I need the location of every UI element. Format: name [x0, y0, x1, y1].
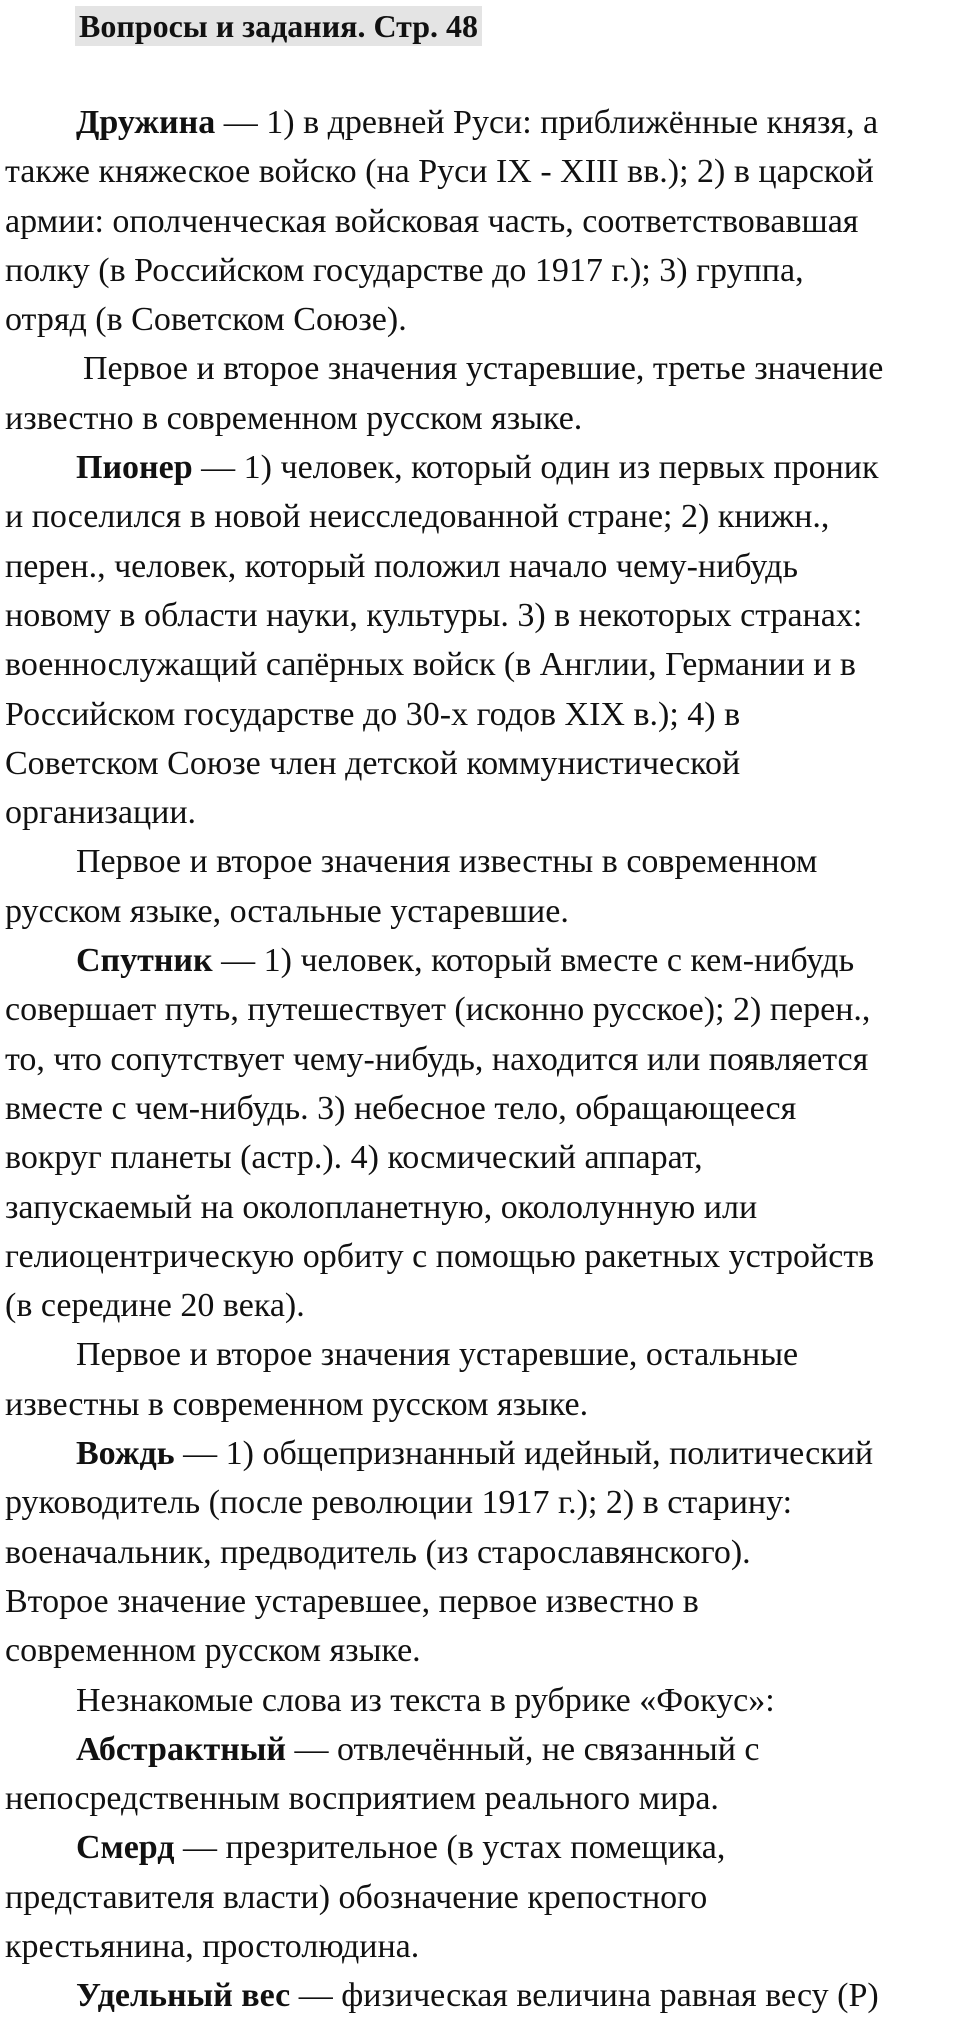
definition-line: вместе с чем-нибудь. 3) небесное тело, обращающееся — [5, 1089, 797, 1127]
entry-abstraktny-line-1 — [5, 1725, 960, 1774]
definition-line: совершает путь, путешествует (исконно русское); 2) перен., — [5, 991, 871, 1029]
comment-line: русском языке, остальные устаревшие. — [5, 892, 569, 930]
definition-line: крестьянина, простолюдина. — [5, 1927, 420, 1965]
page-title: Вопросы и задания. Стр. 48 — [75, 6, 482, 46]
term-vozhd: Вождь — [76, 1435, 175, 1473]
definition-line: новому в области науки, культуры. 3) в некоторых странах: — [5, 596, 863, 634]
definition-line: организации. — [5, 794, 197, 832]
comment-line: известно в современном русском языке. — [5, 399, 583, 437]
definition-line: вокруг планеты (астр.). 4) космический аппарат, — [5, 1139, 703, 1177]
definition-line: то, что сопутствует чему-нибудь, находится или появляется — [5, 1040, 869, 1078]
comment-line: Второе значение устаревшее, первое известно в — [5, 1582, 699, 1620]
term-smerd: Смерд — [76, 1829, 175, 1867]
definition-text: — 1) человек, который один из первых проник — [192, 449, 879, 487]
definition-line: запускаемый на околопланетную, окололунную или — [5, 1188, 758, 1226]
definition-line: полку (в Российском государстве до 1917 г.); 3) группа, — [5, 251, 804, 289]
definition-line: перен., человек, который положил начало чему-нибудь — [5, 547, 798, 585]
definition-text: — физическая величина равная весу (P) — [290, 1977, 879, 2015]
definition-line: и поселился в новой неисследованной стране; 2) книжн., — [5, 498, 830, 536]
definition-line: Российском государстве до 30-х годов XIX в.); 4) в — [5, 695, 741, 733]
definition-text: — отвлечённый, не связанный с — [285, 1730, 760, 1768]
definition-line: отряд (в Советском Союзе). — [5, 301, 407, 339]
definition-line: гелиоцентрическую орбиту с помощью ракетных устройств — [5, 1237, 875, 1275]
definition-text: — 1) в древней Руси: приближённые князя, а — [215, 104, 879, 141]
term-pioner: Пионер — [76, 449, 193, 487]
entry-smerd-line-1 — [5, 1823, 960, 1872]
definition-line: Советском Союзе член детской коммунистической — [5, 744, 741, 782]
definition-line: армии: ополченческая войсковая часть, соответствовавшая — [5, 202, 859, 240]
comment-line: известны в современном русском языке. — [5, 1385, 589, 1423]
definition-line: также княжеское войско (на Руси IX - XIII вв.); 2) в царской — [5, 153, 874, 191]
term-druzhina: Дружина — [76, 104, 216, 141]
entry-vozhd-line-1 — [5, 1429, 960, 1478]
focus-intro-line: Незнакомые слова из текста в рубрике «Фокус»: — [76, 1681, 775, 1719]
definition-text: — 1) человек, который вместе с кем-нибудь — [212, 942, 855, 980]
document-body — [5, 98, 960, 2021]
definition-line: руководитель (после революции 1917 г.); 2) в старину: — [5, 1484, 793, 1522]
comment-line: Первое и второе значения устаревшие, третье значение — [83, 350, 884, 388]
term-abstraktny: Абстрактный — [76, 1730, 286, 1768]
entry-udelny-ves-line-1 — [5, 1971, 960, 2020]
definition-line: военнослужащий сапёрных войск (в Англии, Германии и в — [5, 646, 856, 684]
definition-line: непосредственным восприятием реального мира. — [5, 1780, 719, 1818]
comment-line: Первое и второе значения известны в современном — [76, 843, 818, 881]
definition-line: военачальник, предводитель (из старославянского). — [5, 1533, 751, 1571]
comment-line: современном русском языке. — [5, 1632, 421, 1670]
term-udelny-ves: Удельный вес — [76, 1977, 291, 2015]
definition-line: представителя власти) обозначение крепостного — [5, 1878, 708, 1916]
entry-druzhina-line-1 — [5, 98, 960, 147]
definition-line: (в середине 20 века). — [5, 1287, 305, 1325]
entry-pioner-line-1 — [5, 443, 960, 492]
entry-sputnik-line-1 — [5, 936, 960, 985]
comment-line: Первое и второе значения устаревшие, остальные — [76, 1336, 799, 1374]
definition-text: — 1) общепризнанный идейный, политический — [174, 1435, 874, 1473]
definition-text: — презрительное (в устах помещика, — [174, 1829, 726, 1867]
term-sputnik: Спутник — [76, 942, 213, 980]
